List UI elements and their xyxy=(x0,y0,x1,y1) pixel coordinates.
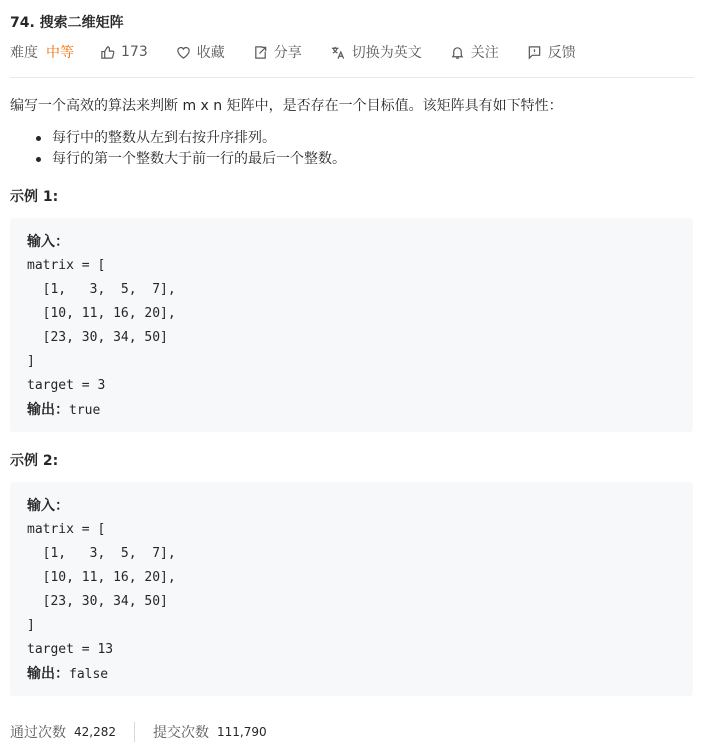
code-line: [10, 11, 16, 20], xyxy=(27,570,176,585)
bell-icon xyxy=(450,45,465,60)
heart-icon xyxy=(176,45,191,60)
output-value: false xyxy=(69,667,109,682)
code-line: target = 13 xyxy=(27,642,114,657)
like-button[interactable] xyxy=(100,44,148,60)
difficulty-value: 中等 xyxy=(46,45,74,61)
problem-toolbar xyxy=(10,42,576,62)
input-label: 输入： xyxy=(27,498,69,514)
output-line xyxy=(27,662,108,686)
share-icon xyxy=(253,45,268,60)
accepted-count: 42,282 xyxy=(74,725,116,739)
code-line: ] xyxy=(27,354,35,369)
code-line: [1, 3, 5, 7], xyxy=(27,546,176,561)
share-label: 分享 xyxy=(273,45,302,61)
follow-button[interactable] xyxy=(450,42,499,62)
feedback-button[interactable] xyxy=(527,42,576,62)
code-line: ] xyxy=(27,618,35,633)
code-line: target = 3 xyxy=(27,378,106,393)
property-list xyxy=(10,128,346,170)
example-1-title: 示例 1: xyxy=(10,189,59,205)
header-divider xyxy=(10,77,694,78)
feedback-icon xyxy=(527,45,542,60)
submissions-label: 提交次数 xyxy=(153,725,209,741)
list-item: 每行中的整数从左到右按升序排列。 xyxy=(10,128,346,149)
code-line: matrix = [ xyxy=(27,258,106,273)
example-1-code-block xyxy=(10,218,693,432)
input-label: 输入： xyxy=(27,234,69,250)
submission-stats xyxy=(10,722,267,742)
problem-title: 74. 搜索二维矩阵 xyxy=(10,15,124,31)
translate-icon xyxy=(330,45,346,60)
example-2-title: 示例 2: xyxy=(10,453,59,469)
code-line: matrix = [ xyxy=(27,522,106,537)
share-button[interactable] xyxy=(253,42,302,62)
switch-language-label: 切换为英文 xyxy=(351,45,422,61)
stats-divider xyxy=(134,722,135,742)
output-label: 输出： xyxy=(27,666,69,682)
accepted-label: 通过次数 xyxy=(10,725,66,741)
output-line xyxy=(27,398,100,422)
difficulty-label: 难度 xyxy=(10,45,38,61)
example-2-code-block xyxy=(10,482,693,696)
output-value: true xyxy=(69,403,101,418)
code-line: [1, 3, 5, 7], xyxy=(27,282,176,297)
output-label: 输出： xyxy=(27,402,69,418)
code-line: [23, 30, 34, 50] xyxy=(27,330,168,345)
input-line xyxy=(27,494,69,518)
switch-language-button[interactable] xyxy=(330,42,422,62)
input-line xyxy=(27,230,69,254)
problem-description: 编写一个高效的算法来判断 m x n 矩阵中，是否存在一个目标值。该矩阵具有如下特性： xyxy=(10,98,563,114)
code-line: [23, 30, 34, 50] xyxy=(27,594,168,609)
thumbs-up-icon xyxy=(100,45,115,60)
code-line: [10, 11, 16, 20], xyxy=(27,306,176,321)
favorite-button[interactable] xyxy=(176,42,225,62)
feedback-label: 反馈 xyxy=(547,45,576,61)
like-count: 173 xyxy=(121,44,148,60)
list-item: 每行的第一个整数大于前一行的最后一个整数。 xyxy=(10,149,346,170)
favorite-label: 收藏 xyxy=(196,45,225,61)
submissions-count: 111,790 xyxy=(217,725,267,739)
follow-label: 关注 xyxy=(470,45,499,61)
